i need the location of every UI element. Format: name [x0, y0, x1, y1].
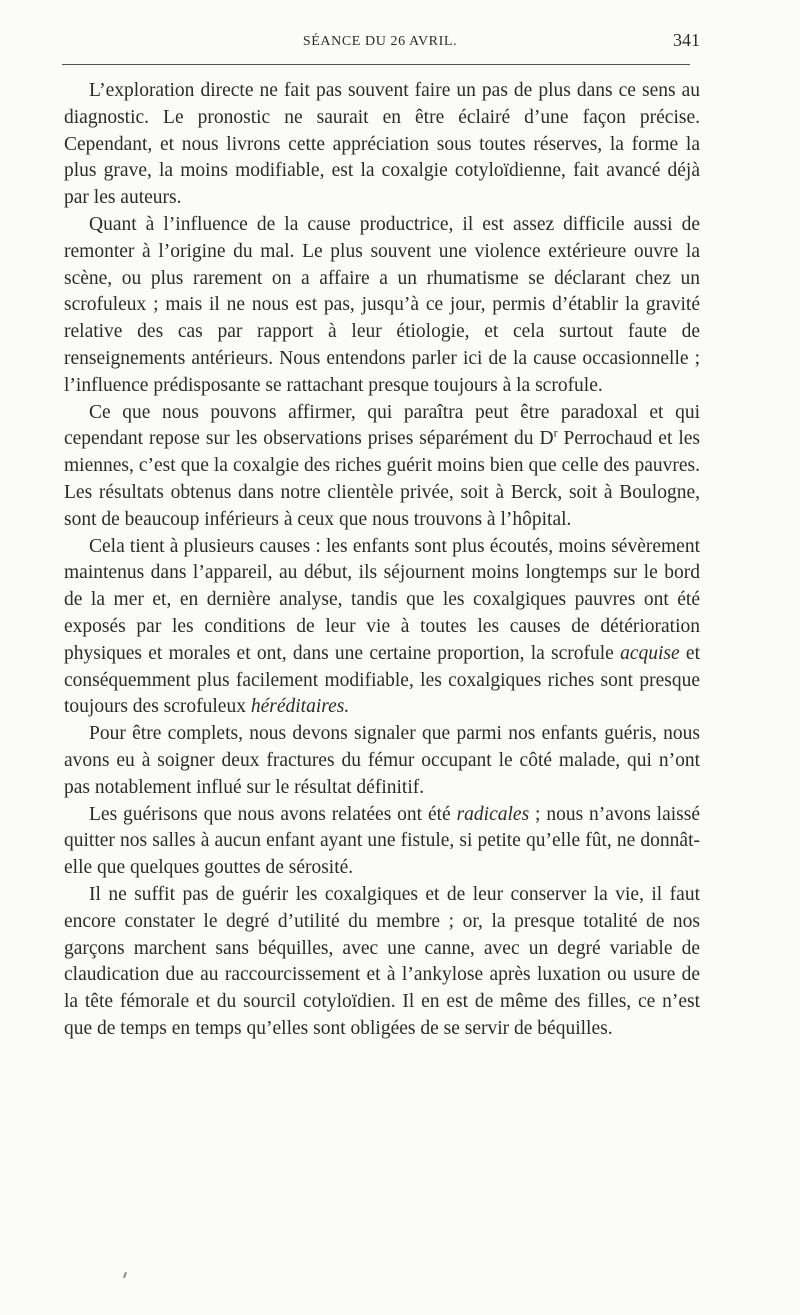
paragraph [64, 882, 700, 1043]
superscript: r [553, 425, 558, 440]
text-run: Il ne suffit pas de guérir les coxalgiques et de leur conserver la vie, il faut encore constater le degré d’utilité du membre ; or, la presque totalité de nos garçons marchent sans béquilles, avec une canne, avec un degré variable de claudication due au raccourcissement et à l’ankylose après luxation ou usure de la tête fémorale et du sourcil cotyloïdien. Il en est de même des filles, ce n’est que de temps en temps qu’elles sont obligées de se servir de béquilles. [64, 883, 700, 1039]
italic-emphasis: héréditaires. [250, 696, 350, 718]
text-run: ; nous n’avons laissé quitter nos salles à aucun enfant ayant une fistule, si petite qu’elle fût, ne donnât-elle que quelques gouttes de sérosité. [64, 803, 700, 879]
paragraph [64, 802, 700, 882]
text-run: Les guérisons que nous avons relatées ont été [89, 803, 457, 825]
text-run: Perrochaud et les miennes, c’est que la coxalgie des riches guérit moins bien que celle des pauvres. Les résultats obtenus dans notre clientèle privée, soit à Berck, soit à Boulogne, sont de beaucoup inférieurs à ceux que nous trouvons à l’hôpital. [64, 428, 700, 530]
paragraph [64, 78, 700, 212]
paragraph [64, 400, 700, 534]
text-run: Ce que nous pouvons affirmer, qui paraîtra peut être paradoxal et qui cependant repose sur les observations prises séparément du D [64, 401, 700, 450]
body-text [64, 78, 700, 1043]
paragraph [64, 534, 700, 722]
running-head [60, 30, 700, 56]
print-speck [123, 1272, 127, 1278]
header-rule [62, 64, 690, 65]
paragraph [64, 212, 700, 400]
text-run: Cela tient à plusieurs causes : les enfants sont plus écoutés, moins sévèrement maintenus dans l’appareil, au début, ils séjournent moins longtemps sur le bord de la mer et, en dernière analyse, tandis que les coxalgiques pauvres ont été exposés par les conditions de leur vie à toutes les causes de détérioration physiques et morales et ont, dans une certaine proportion, la scrofule [64, 535, 700, 664]
text-run: et conséquemment plus facilement modifiable, les coxalgiques riches sont presque toujours des scrofuleux [64, 642, 700, 718]
text-run: Pour être complets, nous devons signaler que parmi nos enfants guéris, nous avons eu à soigner deux fractures du fémur occupant le côté malade, qui n’ont pas notablement influé sur le résultat définitif. [64, 723, 700, 798]
text-run: L’exploration directe ne fait pas souvent faire un pas de plus dans ce sens au diagnostic. Le pronostic ne saurait en être éclairé d’une façon précise. Cependant, et nous livrons cette appréciation sous toutes réserves, la forme la plus grave, la moins modifiable, est la coxalgie cotyloïdienne, fait avancé déjà par les auteurs. [64, 80, 700, 209]
running-title: SÉANCE DU 26 AVRIL. [302, 34, 458, 49]
paragraph [64, 721, 700, 801]
page-number: 341 [673, 30, 700, 50]
italic-emphasis: acquise [620, 642, 680, 664]
italic-emphasis: radicales [456, 803, 530, 825]
text-run: Quant à l’influence de la cause productrice, il est assez difficile aussi de remonter à l’origine du mal. Le plus souvent une violence extérieure ouvre la scène, ou plus rarement on a affaire a un rhumatisme se déclarant chez un scrofuleux ; mais il ne nous est pas, jusqu’à ce jour, permis d’établir la gravité relative des cas par rapport à leur étiologie, et cela surtout faute de renseignements antérieurs. Nous entendons parler ici de la cause occasionnelle ; l’influence prédisposante se rattachant presque toujours à la scrofule. [64, 213, 700, 396]
